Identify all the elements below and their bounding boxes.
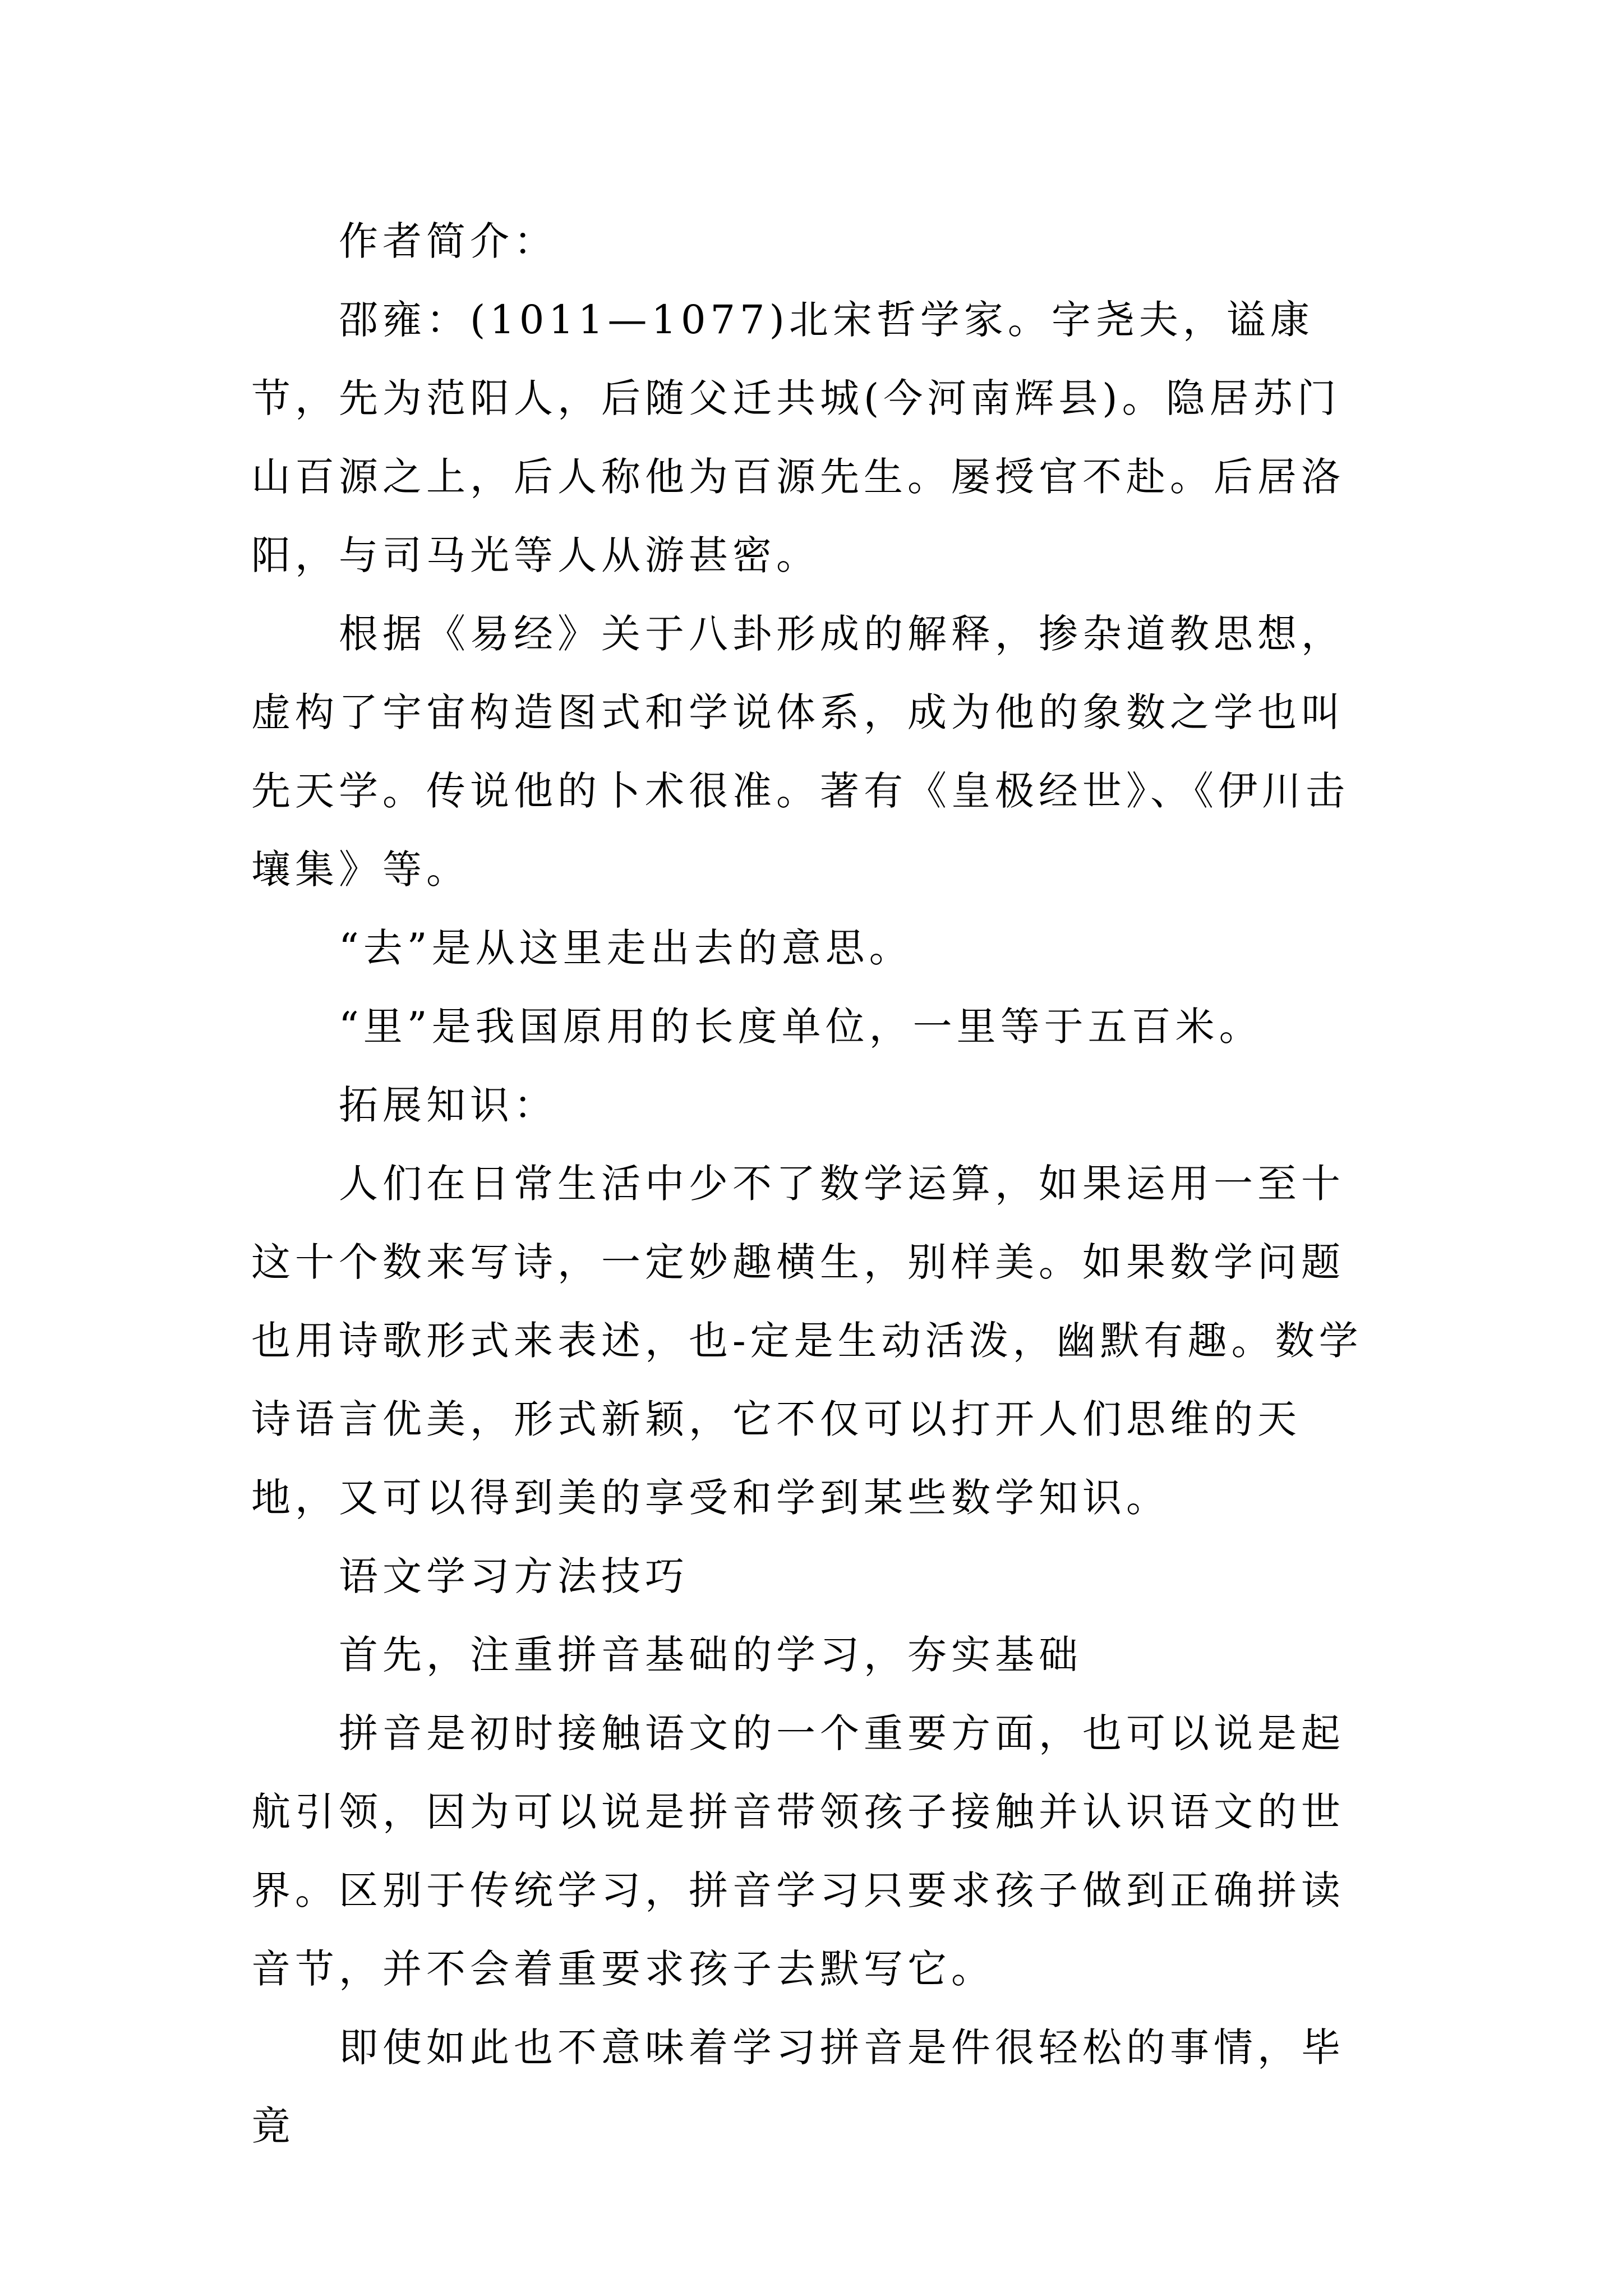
paragraph-li-meaning: “里”是我国原用的长度单位，一里等于五百米。 [339, 1004, 1263, 1050]
paragraph-pinyin-importance: 拼音是初时接触语文的一个重要方面，也可以说是起航引领，因为可以说是拼音带领孩子接触并认识语文的世界。区别于传统学习，拼音学习只要求孩子做到正确拼读音节，并不会着重要求孩子去默写它。 [251, 1710, 1345, 1992]
paragraph-yijing-theory: 根据《易经》关于八卦形成的解释，掺杂道教思想，虚构了宇宙构造图式和学说体系，成为他的象数之学也叫先天学。传说他的卜术很准。著有《皇极经世》、《伊川击壤集》等。 [251, 611, 1349, 892]
section-heading-study-methods: 语文学习方法技巧 [339, 1553, 689, 1599]
paragraph-qu-meaning: “去”是从这里走出去的意思。 [339, 925, 913, 971]
section-heading-author-intro: 作者简介： [339, 218, 557, 264]
document-body [251, 202, 1373, 2165]
paragraph-pinyin-difficulty: 即使如此也不意味着学习拼音是件很轻松的事情，毕竟 [251, 2024, 1345, 2149]
section-heading-extended-knowledge: 拓展知识： [339, 1082, 557, 1128]
subheading-pinyin-foundation: 首先，注重拼音基础的学习，夯实基础 [339, 1632, 1082, 1678]
paragraph-math-poetry: 人们在日常生活中少不了数学运算，如果运用一至十这十个数来写诗，一定妙趣横生，别样美。如果数学问题也用诗歌形式来表述，也-定是生动活泼，幽默有趣。数学诗语言优美，形式新颖，它不仅可以打开人们思维的天地，又可以得到美的享受和学到某些数学知识。 [251, 1161, 1363, 1521]
paragraph-shao-yong-bio: 邵雍：(1011—1077)北宋哲学家。字尧夫，谥康节，先为范阳人，后随父迁共城(今河南辉县)。隐居苏门山百源之上，后人称他为百源先生。屡授官不赴。后居洛阳，与司马光等人从游甚密。 [251, 297, 1345, 578]
